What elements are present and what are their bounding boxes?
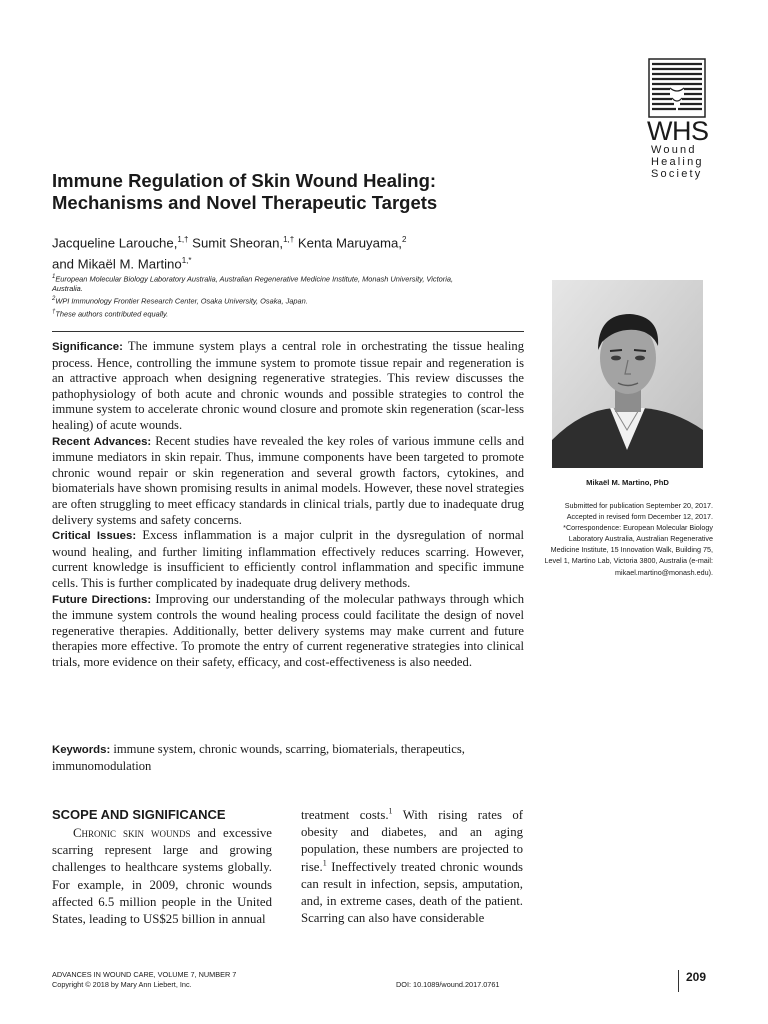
whs-logo-icon (648, 58, 706, 118)
author-photo (552, 280, 703, 468)
logo-abbreviation: WHS (647, 116, 709, 146)
abstract-label: Recent Advances: (52, 435, 152, 448)
affiliations (52, 272, 472, 319)
footer-divider (678, 970, 679, 992)
photo-caption: Mikaël M. Martino, PhD (586, 478, 669, 487)
body-text: Ineffectively treated chronic wounds can result in infection, sepsis, amputation, and, in extreme cases, death of the patient. Scarring can also have considerable (301, 859, 523, 926)
keywords-text: immune system, chronic wounds, scarring, biomaterials, therapeutics, immunomodulation (52, 742, 465, 773)
copyright: Copyright © 2018 by Mary Ann Liebert, Inc. (52, 980, 192, 989)
affiliation-mark: 1 (52, 274, 56, 280)
abstract-divider (52, 331, 524, 332)
affiliation-mark: † (52, 308, 56, 315)
citation-mark: 1 (388, 806, 393, 816)
abstract-critical-issues (52, 528, 524, 591)
journal-volume: ADVANCES IN WOUND CARE, VOLUME 7, NUMBER 7 (52, 970, 237, 979)
affiliation-text: WPI Immunology Frontier Research Center, Osaka University, Osaka, Japan. (55, 296, 308, 306)
correspondence: *Correspondence: European Molecular Biology Laboratory Australia, Australian Regenerative Medicine Institute, 15 Innovation Walk, Building 75, Level 1, Martino Lab, Victoria 3800, Australia (e-mail: mikael.martino@monash.edu). (544, 523, 713, 577)
keywords (52, 742, 524, 774)
title-line-1: Immune Regulation of Skin Wound Healing: (52, 170, 437, 191)
abstract-text: The immune system plays a central role in orchestrating the tissue healing process. Hence, controlling the immune system to promote tissue repair and regeneration is an attractive approach when designing regenerative strategies. This review discusses the pathophysiology of both acute and chronic wounds and possible strategies to control the immune system to accelerate chronic wound closure and promote skin regeneration (scar-less healing) of acute wounds. (52, 339, 524, 432)
doi: DOI: 10.1089/wound.2017.0761 (396, 980, 500, 989)
abstract-text: Excess inflammation is a major culprit in the dysregulation of normal wound healing, and further limiting inflammation effectively reduces scarring. However, current knowledge is insufficient to efficiently control inflammation and specific immune cells. This is further complicated by inadequate drug delivery methods. (52, 528, 524, 590)
body-text: and excessive scarring represent large and growing challenges to healthcare systems globally. For example, in 2009, chronic wounds affected 6.5 million people in the United States, leading to US$25 billion in annual (52, 826, 272, 927)
accepted-date: Accepted in revised form December 12, 2017. (566, 512, 713, 522)
logo-line-wound: Wound (651, 144, 697, 156)
abstract-label: Critical Issues: (52, 530, 137, 543)
abstract-text: Improving our understanding of the molecular pathways through which the immune system controls the wound healing process could facilitate the design of novel regenerative therapies. Additionally, better delivery systems may make current and future therapies more effective. To promote the entry of current regenerative strategies into clinical trials, more evidence on their safety, efficacy, and cost-effectiveness is also needed. (52, 591, 524, 669)
abstract (52, 339, 524, 670)
section-heading: SCOPE AND SIGNIFICANCE (52, 807, 226, 822)
author-affiliation-mark: 1,† (177, 235, 189, 244)
body-text: treatment costs. (301, 808, 389, 822)
affiliation-1 (52, 272, 472, 294)
author-affiliation-mark: 1,* (181, 256, 192, 266)
footer-journal-info (52, 970, 236, 990)
submission-info (543, 500, 713, 578)
article-title (52, 170, 532, 214)
lead-in-smallcaps: Chronic skin wounds (72, 826, 191, 840)
logo-society-name (651, 144, 704, 180)
title-line-2: Mechanisms and Novel Therapeutic Targets (52, 192, 438, 213)
keywords-label: Keywords: (52, 744, 111, 756)
affiliation-mark: 2 (52, 296, 56, 303)
abstract-label: Significance: (52, 341, 123, 353)
abstract-text: Recent studies have revealed the key roles of various immune cells and immune mediators in skin repair. Thus, immune components have been targeted to promote chronic wound repair or skin regeneration and several growth factors, cytokines, and biomaterials have shown promising results in animal models. However, these novel strategies are often struggling to meet efficacy standards in clinical trials, partly due to inadequate drug delivery systems and safety concerns. (52, 433, 524, 527)
affiliation-2 (52, 294, 472, 306)
body-column-1 (52, 825, 272, 928)
author-name: Kenta Maruyama, (297, 235, 402, 251)
body-column-2 (301, 807, 523, 927)
author-name: Sumit Sheoran, (192, 235, 284, 251)
logo-line-healing: Healing (651, 156, 704, 168)
author-list (52, 231, 532, 274)
affiliation-text: These authors contributed equally. (55, 309, 169, 319)
citation-mark: 1 (322, 858, 327, 868)
author-affiliation-mark: 2 (401, 235, 407, 244)
author-name: and Mikaël M. Martino (52, 256, 182, 272)
abstract-recent-advances (52, 434, 524, 529)
author-affiliation-mark: 1,† (283, 235, 295, 244)
abstract-future-directions (52, 592, 524, 671)
abstract-significance (52, 339, 524, 434)
page-number: 209 (686, 970, 707, 984)
affiliation-text: European Molecular Biology Laboratory Australia, Australian Regenerative Medicine Institute, Monash University, Victoria, Australia. (52, 274, 453, 294)
abstract-label: Future Directions: (52, 593, 152, 606)
submitted-date: Submitted for publication September 20, 2017. (564, 501, 713, 510)
author-name: Jacqueline Larouche, (52, 235, 178, 251)
affiliation-3 (52, 307, 472, 319)
body-text: With rising rates of obesity and diabetes, and an aging population, these numbers are projected to rise. (301, 808, 524, 874)
logo-line-society: Society (651, 168, 703, 180)
